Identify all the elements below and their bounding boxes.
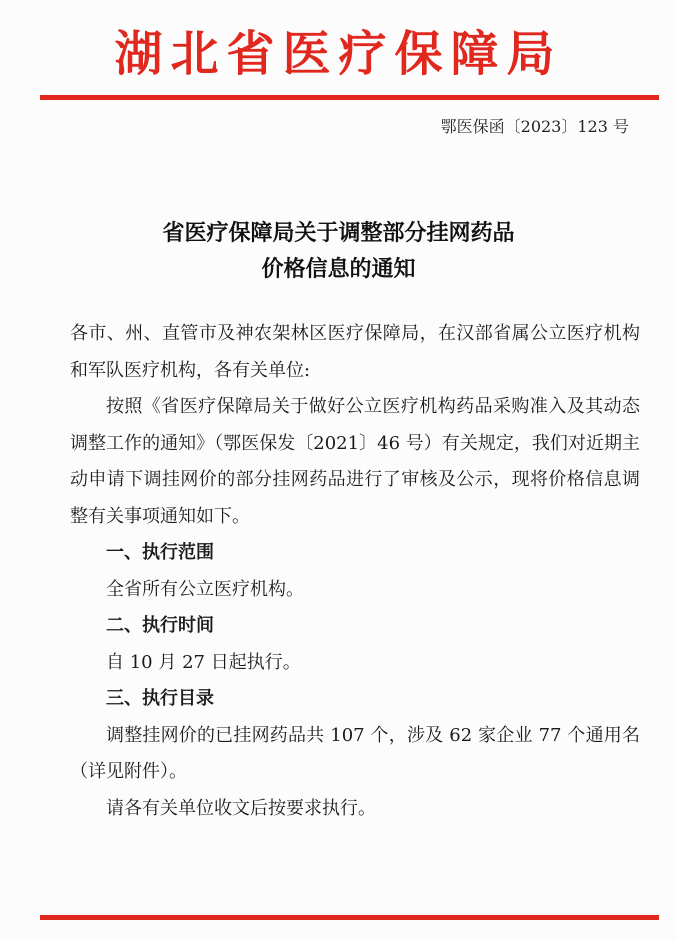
section-1-heading: 一、执行范围 <box>106 542 214 563</box>
section-3-heading: 三、执行目录 <box>106 688 214 709</box>
notice-title-line-1: 省医疗保障局关于调整部分挂网药品 <box>162 221 515 246</box>
notice-title-line-2: 价格信息的通知 <box>261 257 416 282</box>
org-header-title: 湖北省医疗保障局 <box>114 26 563 82</box>
section-2-heading: 二、执行时间 <box>106 615 214 636</box>
document-number: 鄂医保函〔2023〕123 号 <box>440 117 629 136</box>
section-2-text: 自 10 月 27 日起执行。 <box>106 651 301 673</box>
red-divider-bottom <box>40 915 659 920</box>
section-3-text: 调整挂网价的已挂网药品共 107 个，涉及 62 家企业 77 个通用名（详见附件）。 <box>70 724 640 782</box>
closing-paragraph: 请各有关单位收文后按要求执行。 <box>106 797 376 819</box>
notice-title <box>0 216 677 288</box>
intro-paragraph: 按照《省医疗保障局关于做好公立医疗机构药品采购准入及其动态调整工作的通知》（鄂医保发〔2021〕46 号）有关规定，我们对近期主动申请下调挂网价的部分挂网药品进行了审核及公示，现将价格信息调整有关事项通知如下。 <box>70 396 640 527</box>
notice-body <box>70 316 640 827</box>
addressee-paragraph: 各市、州、直管市及神农架林区医疗保障局，在汉部省属公立医疗机构和军队医疗机构，各有关单位: <box>70 323 640 381</box>
section-1-text: 全省所有公立医疗机构。 <box>106 578 304 600</box>
red-divider-top <box>40 95 659 100</box>
